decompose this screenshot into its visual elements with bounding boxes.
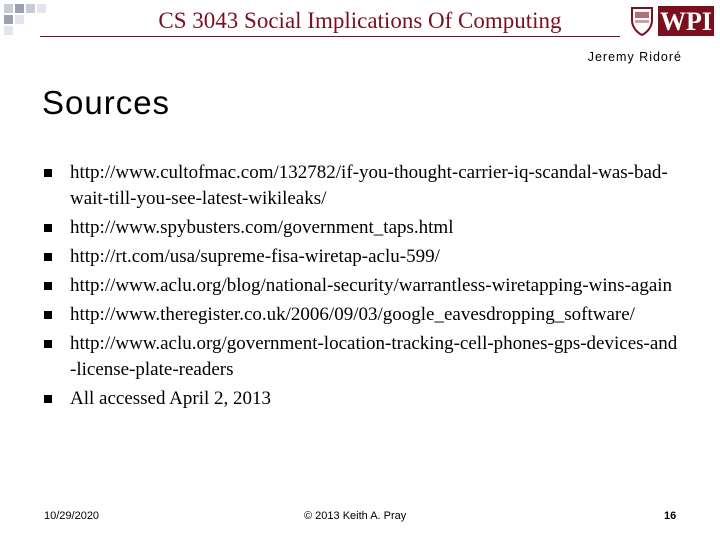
source-link[interactable]: http://www.aclu.org/blog/national-security/warrantless-wiretapping-wins-again: [70, 275, 673, 296]
list-item: [40, 386, 680, 412]
list-item: [40, 160, 680, 212]
page-number: 16: [664, 510, 677, 522]
list-item: [40, 244, 680, 270]
list-item: [40, 331, 680, 383]
list-item: [40, 215, 680, 241]
bullet-square-icon: [44, 224, 52, 232]
bullet-square-icon: [44, 169, 52, 177]
footer-copyright: © 2013 Keith A. Pray: [304, 510, 407, 522]
accessed-note: All accessed April 2, 2013: [70, 388, 272, 409]
source-link[interactable]: http://www.aclu.org/government-location-tracking-cell-phones-gps-devices-and-license-plate-readers: [70, 333, 678, 380]
header-title: CS 3043 Social Implications Of Computing: [158, 8, 562, 33]
source-link[interactable]: http://www.theregister.co.uk/2006/09/03/google_eavesdropping_software/: [70, 304, 635, 325]
source-link[interactable]: http://rt.com/usa/supreme-fisa-wiretap-aclu-599/: [70, 246, 440, 267]
sources-list: [40, 160, 680, 415]
bullet-square-icon: [44, 311, 52, 319]
list-item: [40, 273, 680, 299]
footer-date: 10/29/2020: [44, 510, 100, 522]
bullet-square-icon: [44, 340, 52, 348]
wpi-logo: [626, 4, 716, 38]
bullet-square-icon: [44, 395, 52, 403]
author-name: Jeremy Ridoré: [587, 50, 682, 64]
header-divider: [40, 36, 620, 37]
slide-title: Sources: [42, 84, 171, 121]
wpi-logo-text: WPI: [660, 7, 712, 36]
source-link[interactable]: http://www.spybusters.com/government_taps.html: [70, 217, 454, 238]
list-item: [40, 302, 680, 328]
source-link[interactable]: http://www.cultofmac.com/132782/if-you-thought-carrier-iq-scandal-was-bad-wait-till-you-see-latest-wikileaks/: [70, 162, 668, 209]
bullet-square-icon: [44, 253, 52, 261]
bullet-square-icon: [44, 282, 52, 290]
